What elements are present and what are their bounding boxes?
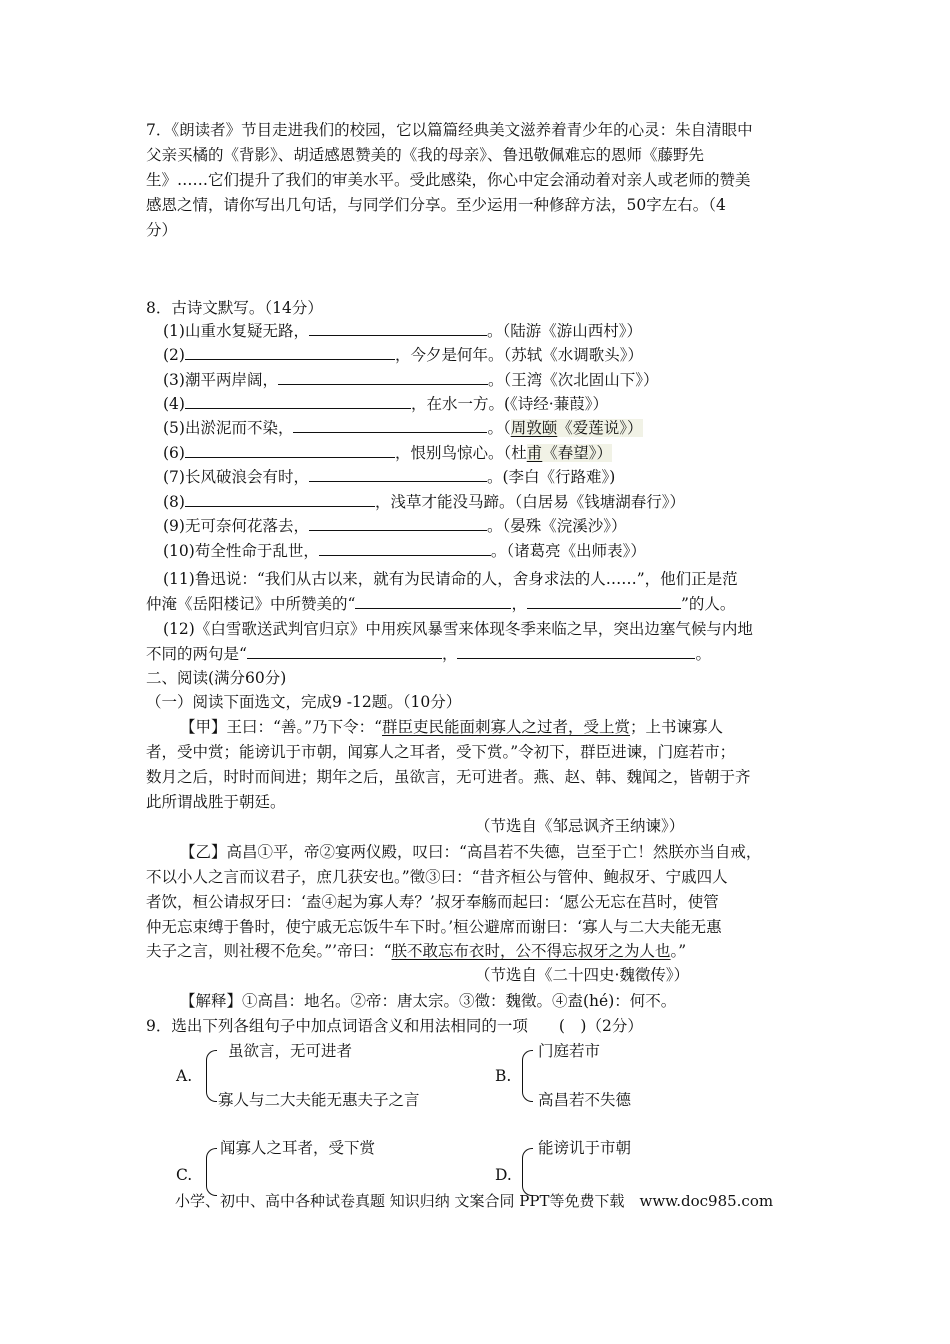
q8-item-2: (2) ，今夕是何年。（苏轼《水调歌头》） [163,346,643,364]
q8-item-12-line-1: (12)《白雪歌送武判官归京》中用疾风暴雪来体现冬季来临之早，突出边塞气候与内地 [163,620,753,638]
q8-item-9: (9)无可奈何花落去， 。（晏殊《浣溪沙》） [163,517,627,535]
option-a-sentence-1: 虽欲言，无可进者 [228,1042,353,1060]
q7-line-2: 父亲买橘的《背影》、胡适感恩赞美的《我的母亲》、鲁迅敬佩难忘的恩师《藤野先 [146,146,705,164]
option-b-sentence-1: 门庭若市 [538,1042,601,1060]
section-2-title: 二、阅读(满分60分) [146,669,287,687]
jia-line-4: 此所谓战胜于朝廷。 [146,793,286,811]
q8-heading: 8．古诗文默写。（14分） [146,299,323,317]
q8-item-1: (1)山重水复疑无路， 。（陆游《游山西村》） [163,322,642,340]
option-c-brace [206,1148,217,1196]
q8-item-7: (7)长风破浪会有时， 。(李白《行路难》) [163,468,616,486]
q9-stem: 9．选出下列各组句子中加点词语含义和用法相同的一项 ( )（2分） [146,1017,643,1035]
answer-blank[interactable] [185,443,395,458]
answer-blank[interactable] [185,394,411,409]
option-b-brace [522,1050,533,1102]
yi-line-3: 者饮，桓公请叔牙曰：‘盍④起为寡人寿？’叔牙奉觞而起曰：‘愿公无忘在莒时，使管 [146,893,719,911]
part-1-instruction: （一）阅读下面选文，完成9 -12题。（10分） [146,693,462,711]
answer-blank[interactable] [247,644,442,659]
option-a-letter[interactable]: A. [176,1067,193,1085]
q8-item-11-line-1: (11)鲁迅说：“我们从古以来，就有为民请命的人，舍身求法的人……”，他们正是范 [163,570,738,588]
q8-item-12-line-2: 不同的两句是“ ， 。 [146,645,711,663]
q7-line-5: 分） [146,221,178,239]
answer-blank[interactable] [309,516,487,531]
q8-item-10: (10)苟全性命于乱世， 。（诸葛亮《出师表》） [163,542,646,560]
q7-line-1: 7．《朗读者》节目走进我们的校园，它以篇篇经典美文滋养着青少年的心灵：朱自清眼中 [146,121,753,139]
q8-item-6: (6) ，恨别鸟惊心。（杜甫《春望》） [163,444,613,462]
answer-blank[interactable] [185,345,395,360]
option-a-sentence-2: 寡人与二大夫能无惠夫子之言 [218,1091,420,1109]
jia-line-3: 数月之后，时时而间进；期年之后，虽欲言，无可进者。燕、赵、韩、魏闻之，皆朝于齐 [146,768,751,786]
option-d-sentence-1: 能谤讥于市朝 [538,1139,632,1157]
answer-blank[interactable] [185,492,375,507]
answer-blank[interactable] [309,467,487,482]
q8-item-4: (4) ，在水一方。(《诗经·蒹葭》） [163,395,608,413]
answer-blank[interactable] [293,418,487,433]
answer-blank[interactable] [309,321,487,336]
option-b-sentence-2: 高昌若不失德 [538,1091,632,1109]
jia-line-1: 【甲】王曰：“善。”乃下令：“群臣吏民能面刺寡人之过者，受上赏；上书谏寡人 [180,718,724,736]
jia-line-2: 者，受中赏；能谤讥于市朝，闻寡人之耳者，受下赏。”令初下，群臣进谏，门庭若市； [146,743,736,761]
answer-blank[interactable] [355,594,511,609]
author-highlight: 甫《春望》） [526,444,613,462]
author-highlight: 周敦颐《爱莲说》） [510,419,643,437]
yi-source: （节选自《二十四史·魏徵传》） [475,966,690,984]
q8-item-5: (5)出淤泥而不染， 。（周敦颐《爱莲说》） [163,419,643,437]
option-d-brace [522,1148,533,1196]
annotation-notes: 【解释】①高昌：地名。②帝：唐太宗。③徵：魏徵。④盍(hé)：何不。 [180,992,677,1010]
answer-blank[interactable] [527,594,681,609]
yi-line-4: 仲无忘束缚于鲁时，使宁戚无忘饭牛车下时。’桓公避席而谢曰：‘寡人与二大夫能无惠 [146,918,722,936]
option-c-sentence-1: 闻寡人之耳者，受下赏 [220,1139,376,1157]
footer-watermark: 小学、初中、高中各种试卷真题 知识归纳 文案合同 PPT等免费下载 www.doc985.com [175,1192,774,1210]
yi-line-5: 夫子之言，则社稷不危矣。”’帝曰：“朕不敢忘布衣时，公不得忘叔牙之为人也。” [146,942,687,960]
q7-line-4: 感恩之情，请你写出几句话，与同学们分享。至少运用一种修辞方法，50字左右。（4 [146,196,726,214]
answer-blank[interactable] [278,370,488,385]
q8-item-11-line-2: 仲淹《岳阳楼记》中所赞美的“ ， ”的人。 [146,595,736,613]
q8-item-8: (8) ，浅草才能没马蹄。（白居易《钱塘湖春行》） [163,493,685,511]
option-b-letter[interactable]: B. [495,1067,512,1085]
q8-item-3: (3)潮平两岸阔， 。（王湾《次北固山下》） [163,371,659,389]
answer-blank[interactable] [457,644,695,659]
yi-line-2: 不以小人之言而议君子，庶几获安也。”徵③曰：“昔齐桓公与管仲、鲍叔牙、宁戚四人 [146,868,728,886]
option-c-letter[interactable]: C. [176,1166,193,1184]
option-d-letter[interactable]: D. [495,1166,512,1184]
answer-blank[interactable] [319,541,491,556]
option-a-brace [206,1050,217,1102]
jia-source: （节选自《邹忌讽齐王纳谏》） [475,817,685,835]
q7-line-3: 生》……它们提升了我们的审美水平。受此感染，你心中定会涌动着对亲人或老师的赞美 [146,171,751,189]
yi-line-1: 【乙】高昌①平，帝②宴两仪殿，叹曰：“高昌若不失德，岂至于亡！然朕亦当自戒， [180,843,762,861]
